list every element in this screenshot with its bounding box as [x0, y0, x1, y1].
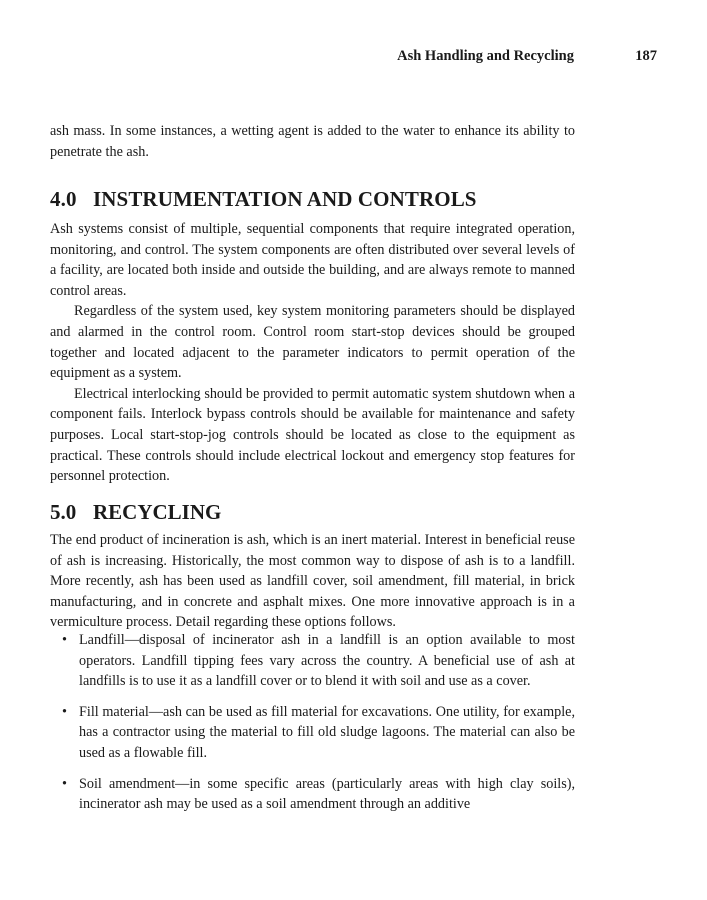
- section-number: 4.0: [50, 187, 77, 211]
- section-body-instrumentation: [50, 219, 575, 487]
- paragraph: Electrical interlocking should be provided to permit automatic system shutdown when a component fails. Interlock bypass controls should be available for maintenance and safety purposes. Local start-stop-jog controls should be located as close to the equipment as practical. These controls should include electrical lockout and emergency stop features for personnel protection.: [50, 385, 575, 485]
- section-title: INSTRUMENTATION AND CONTROLS: [93, 187, 477, 211]
- recycling-options-list: [50, 630, 575, 825]
- running-title: Ash Handling and Recycling: [397, 48, 574, 64]
- bullet-icon: •: [62, 703, 67, 720]
- section-number: 5.0: [50, 500, 77, 524]
- list-item: [50, 774, 575, 815]
- section-title: RECYCLING: [93, 500, 222, 524]
- list-item: [50, 702, 575, 764]
- bullet-icon: •: [62, 775, 67, 792]
- list-item-text: Soil amendment—in some specific areas (particularly areas with high clay soils), incinerator ash may be used as a soil amendment through an additive: [79, 775, 575, 813]
- paragraph: The end product of incineration is ash, which is an inert material. Interest in beneficial reuse of ash is increasing. Historically, the most common way to dispose of ash is to a landfill. More recently, ash has been used as landfill cover, soil amendment, fill material, in brick manufacturing, and in concrete and asphalt mixes. One more innovative approach is in a vermiculture process. Detail regarding these options follows.: [50, 532, 575, 631]
- section-heading-instrumentation: [50, 187, 477, 212]
- list-item-text: Landfill—disposal of incinerator ash in a landfill is an option available to most operators. Landfill tipping fees vary across the country. A beneficial use of ash at landfills is to use it as a landfill cover or to blend it with soil and use as a cover.: [79, 632, 575, 690]
- list-item: [50, 630, 575, 692]
- section-heading-recycling: [50, 500, 221, 525]
- continued-paragraph: ash mass. In some instances, a wetting agent is added to the water to enhance its ability to penetrate the ash.: [50, 123, 575, 160]
- paragraph: Ash systems consist of multiple, sequential components that require integrated operation, monitoring, and control. The system components are often distributed over several levels of a facility, are located both inside and outside the building, and are always remote to manned control areas.: [50, 221, 575, 299]
- section-body-recycling: [50, 530, 575, 633]
- bullet-icon: •: [62, 632, 67, 648]
- running-header: [50, 48, 657, 68]
- page-number: 187: [635, 48, 657, 64]
- list-item-text: Fill material—ash can be used as fill material for excavations. One utility, for example, has a contractor using the material to fill old sludge lagoons. The material can also be used as a flowable fill.: [79, 703, 575, 761]
- paragraph: Regardless of the system used, key system monitoring parameters should be displayed and alarmed in the control room. Control room start-stop devices should be grouped together and located adjacent to the parameter indicators to permit operation of the equipment as a system.: [50, 303, 575, 382]
